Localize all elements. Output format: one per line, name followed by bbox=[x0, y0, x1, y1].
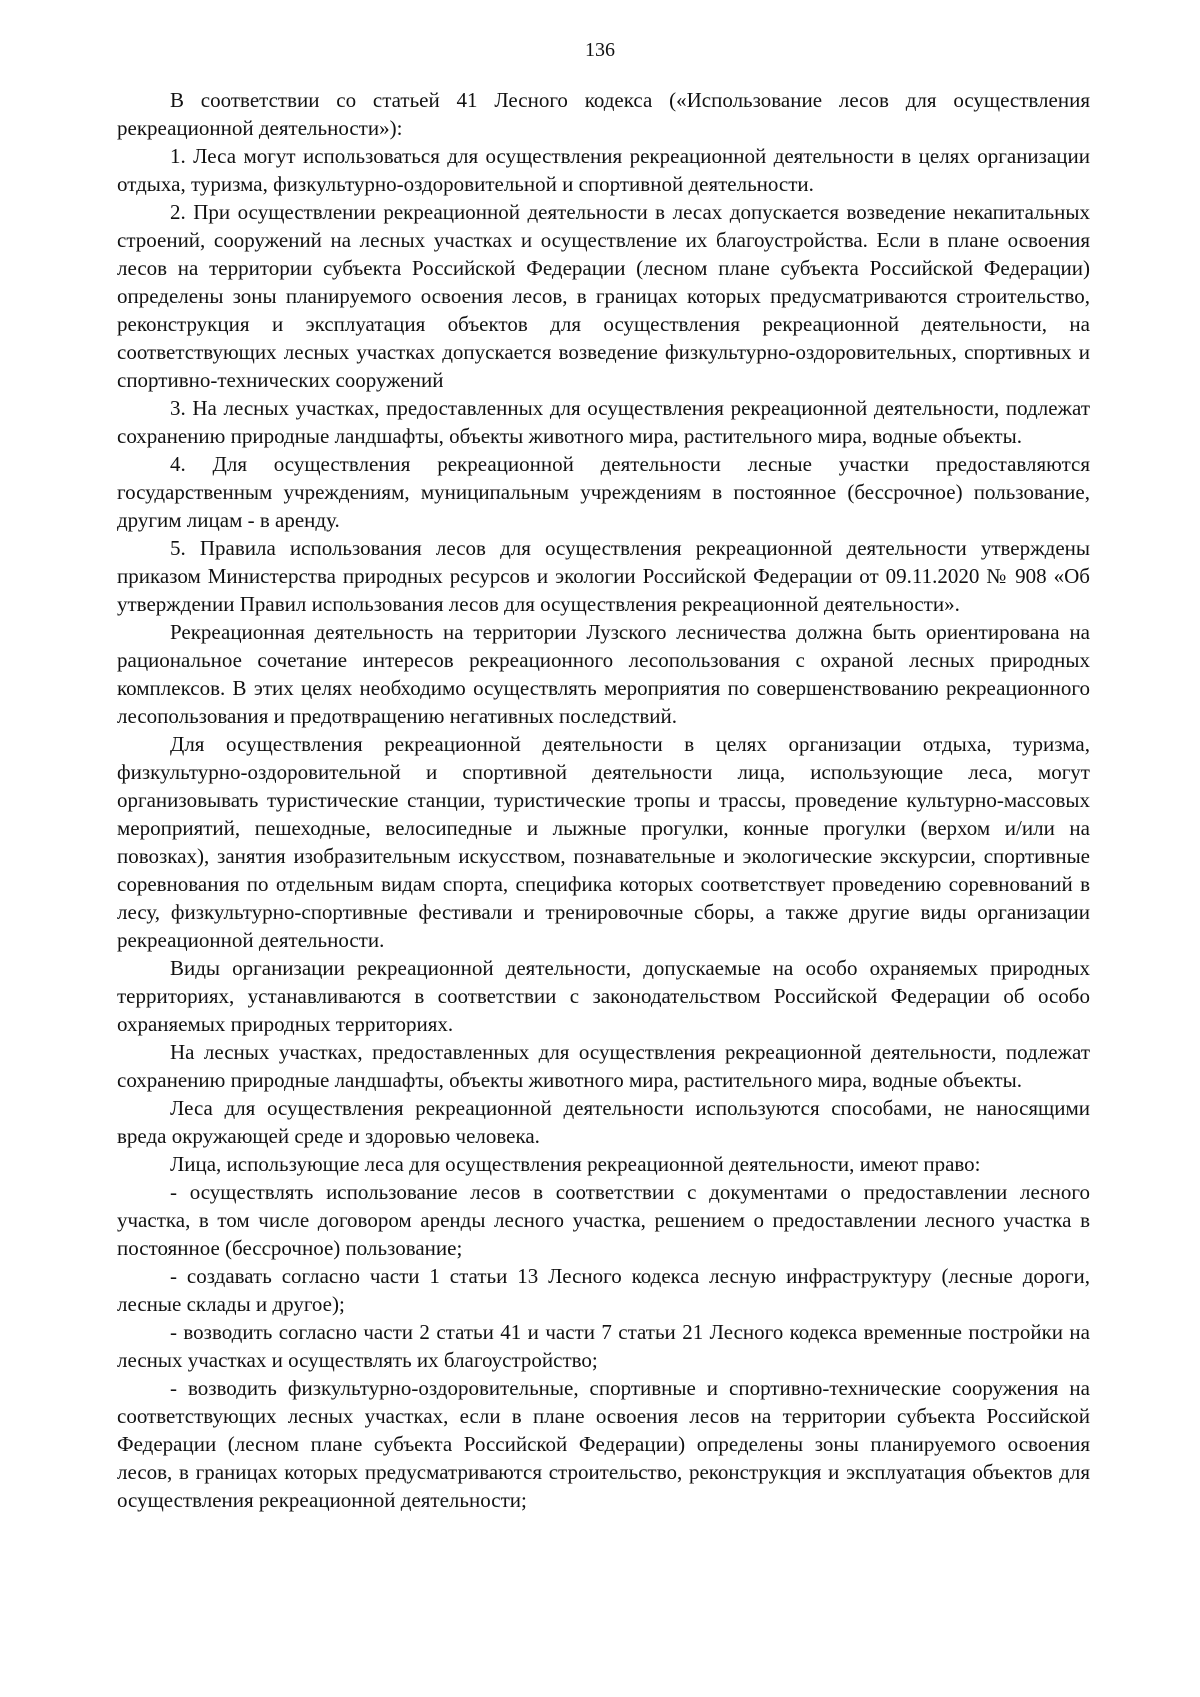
paragraph-protected-areas: Виды организации рекреационной деятельности, допускаемые на особо охраняемых природных территориях, устанавливаются в соответствии с законодательством Российской Федерации об особо охраняемых природных территориях. bbox=[117, 956, 1090, 1036]
paragraph-item-5: 5. Правила использования лесов для осуществления рекреационной деятельности утверждены приказом Министерства природных ресурсов и экологии Российской Федерации от 09.11.2020 № 908 «Об утверждении Правил использования лесов для осуществления рекреационной деятельности». bbox=[117, 536, 1090, 616]
paragraph-item-3: 3. На лесных участках, предоставленных для осуществления рекреационной деятельности, подлежат сохранению природные ландшафты, объекты животного мира, растительного мира, водные объекты. bbox=[117, 396, 1090, 448]
list-item-right-2: - создавать согласно части 1 статьи 13 Лесного кодекса лесную инфраструктуру (лесные дороги, лесные склады и другое); bbox=[117, 1264, 1090, 1316]
document-body bbox=[117, 86, 1090, 1514]
list-item-right-1: - осуществлять использование лесов в соответствии с документами о предоставлении лесного участка, в том числе договором аренды лесного участка, решением о предоставлении лесного участка в постоянное (бессрочное) пользование; bbox=[117, 1180, 1090, 1260]
paragraph-no-harm: Леса для осуществления рекреационной деятельности используются способами, не наносящими вреда окружающей среде и здоровью человека. bbox=[117, 1096, 1090, 1148]
paragraph-luza-forestry: Рекреационная деятельность на территории Лузского лесничества должна быть ориентирована на рациональное сочетание интересов рекреационного лесопользования с охраной лесных природных комплексов. В этих целях необходимо осуществлять мероприятия по совершенствованию рекреационного лесопользования и предотвращению негативных последствий. bbox=[117, 620, 1090, 728]
paragraph-item-2: 2. При осуществлении рекреационной деятельности в лесах допускается возведение некапитальных строений, сооружений на лесных участках и осуществление их благоустройства. Если в плане освоения лесов на территории субъекта Российской Федерации (лесном плане субъекта Российской Федерации) определены зоны планируемого освоения лесов, в границах которых предусматриваются строительство, реконструкция и эксплуатация объектов для осуществления рекреационной деятельности, на соответствующих лесных участках допускается возведение физкультурно-оздоровительных, спортивных и спортивно-технических сооружений bbox=[117, 200, 1090, 392]
page-number: 136 bbox=[585, 39, 615, 61]
list-item-right-3: - возводить согласно части 2 статьи 41 и части 7 статьи 21 Лесного кодекса временные постройки на лесных участках и осуществлять их благоустройство; bbox=[117, 1320, 1090, 1372]
paragraph-item-4: 4. Для осуществления рекреационной деятельности лесные участки предоставляются государственным учреждениям, муниципальным учреждениям в постоянное (бессрочное) пользование, другим лицам - в аренду. bbox=[117, 452, 1090, 532]
paragraph-item-1: 1. Леса могут использоваться для осуществления рекреационной деятельности в целях организации отдыха, туризма, физкультурно-оздоровительной и спортивной деятельности. bbox=[117, 144, 1090, 196]
paragraph-intro: В соответствии со статьей 41 Лесного кодекса («Использование лесов для осуществления рекреационной деятельности»): bbox=[117, 88, 1090, 140]
list-item-right-4: - возводить физкультурно-оздоровительные, спортивные и спортивно-технические сооружения на соответствующих лесных участках, если в плане освоения лесов на территории субъекта Российской Федерации (лесном плане субъекта Российской Федерации) определены зоны планируемого освоения лесов, в границах которых предусматриваются строительство, реконструкция и эксплуатация объектов для осуществления рекреационной деятельности; bbox=[117, 1376, 1090, 1512]
paragraph-rights-intro: Лица, использующие леса для осуществления рекреационной деятельности, имеют право: bbox=[170, 1152, 981, 1176]
paragraph-preservation: На лесных участках, предоставленных для осуществления рекреационной деятельности, подлежат сохранению природные ландшафты, объекты животного мира, растительного мира, водные объекты. bbox=[117, 1040, 1090, 1092]
paragraph-recreation-activities: Для осуществления рекреационной деятельности в целях организации отдыха, туризма, физкультурно-оздоровительной и спортивной деятельности лица, использующие леса, могут организовывать туристические станции, туристические тропы и трассы, проведение культурно-массовых мероприятий, пешеходные, велосипедные и лыжные прогулки, конные прогулки (верхом и/или на повозках), занятия изобразительным искусством, познавательные и экологические экскурсии, спортивные соревнования по отдельным видам спорта, специфика которых соответствует проведению соревнований в лесу, физкультурно-спортивные фестивали и тренировочные сборы, а также другие виды организации рекреационной деятельности. bbox=[117, 732, 1090, 952]
